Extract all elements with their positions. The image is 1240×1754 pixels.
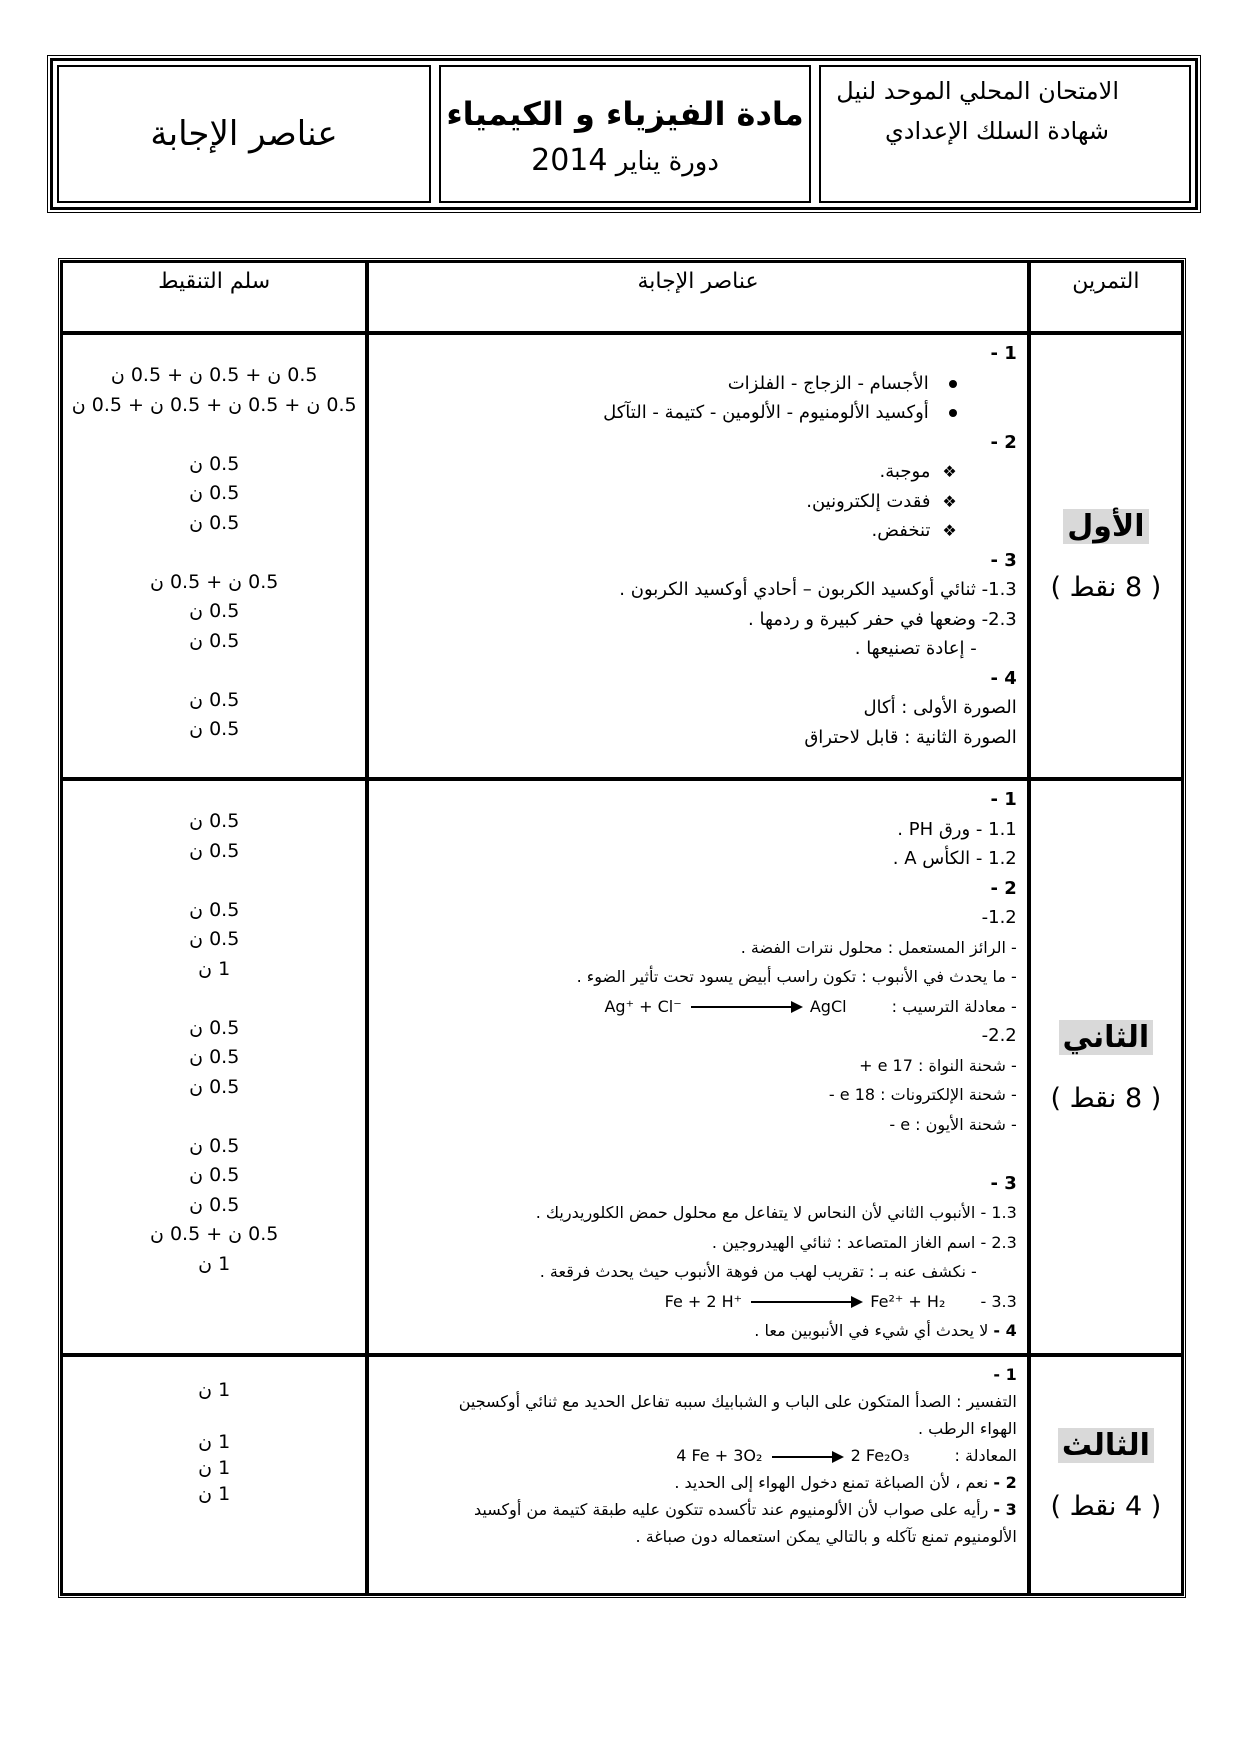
question-label: 2 - bbox=[993, 1473, 1017, 1492]
reaction-arrow-icon bbox=[772, 1456, 842, 1458]
exercise-3-scoring bbox=[61, 1355, 367, 1595]
exercise-2-scoring bbox=[61, 779, 367, 1355]
answer-text: - ما يحدث في الأنبوب : تكون راسب أبيض يسود تحت تأثير الضوء . bbox=[576, 967, 1017, 986]
equation-right: Fe²⁺ + H₂ bbox=[870, 1291, 946, 1311]
answer-text: لا يحدث أي شيء في الأنبوبين معا . bbox=[754, 1321, 989, 1340]
answers-table bbox=[58, 258, 1186, 1598]
equation-line bbox=[379, 1442, 1016, 1469]
header-scoring: سلم التنقيط bbox=[61, 261, 367, 333]
score-value: 0.5 ن bbox=[189, 688, 240, 711]
question-label: 1 - bbox=[990, 789, 1017, 810]
list-item bbox=[379, 398, 1016, 428]
exercise-1-scoring bbox=[61, 333, 367, 779]
exercise-2-points: ( 8 نقط ) bbox=[1050, 1083, 1162, 1114]
list-item bbox=[379, 516, 1016, 546]
score-value: 1 ن bbox=[198, 1431, 231, 1453]
answer-text: - إعادة تصنيعها . bbox=[854, 638, 977, 659]
score-value: 0.5 ن bbox=[189, 718, 240, 740]
table-row bbox=[61, 1355, 1183, 1595]
score-value: 1 ن bbox=[198, 1379, 231, 1401]
reaction-arrow-icon bbox=[691, 1006, 801, 1008]
bullet-icon bbox=[949, 409, 957, 417]
table-header-row bbox=[61, 261, 1183, 333]
equation-line bbox=[379, 1287, 1016, 1317]
acid-metal-equation bbox=[665, 1287, 946, 1317]
answer-text: أوكسيد الألومنيوم - الألومين - كتيمة - التآكل bbox=[603, 402, 929, 423]
exercise-2-name: الثاني bbox=[1059, 1020, 1154, 1055]
table-row bbox=[61, 779, 1183, 1355]
score-value: 0.5 ن bbox=[189, 511, 240, 534]
question-label: 1 - bbox=[990, 343, 1017, 364]
answer-text: 1.3- ثنائي أوكسيد الكربون – أحادي أوكسيد الكربون . bbox=[619, 579, 1017, 600]
answer-line bbox=[379, 1316, 1016, 1346]
answer-text: - شحنة الإلكترونات : 18 e - bbox=[828, 1085, 1017, 1104]
score-value: 0.5 ن bbox=[189, 839, 240, 862]
answer-text: - نكشف عنه بـ : تقريب لهب من فوهة الأنبوب حيث يحدث فرقعة . bbox=[539, 1262, 977, 1281]
exercise-1-cell bbox=[1029, 333, 1183, 779]
score-value: 1 ن bbox=[198, 1252, 231, 1275]
score-value: 0.5 ن bbox=[189, 1046, 240, 1068]
answer-text: - الرائز المستعمل : محلول نترات الفضة . bbox=[740, 937, 1017, 957]
reaction-arrow-icon bbox=[751, 1301, 861, 1303]
session-line bbox=[531, 143, 719, 178]
list-item bbox=[379, 487, 1016, 517]
session-year: 2014 bbox=[531, 142, 608, 178]
score-value: 0.5 ن bbox=[189, 1134, 240, 1157]
equation-right: 2 Fe₂O₃ bbox=[850, 1446, 910, 1465]
score-value: 0.5 ن + 0.5 ن bbox=[149, 1223, 279, 1245]
list-item bbox=[379, 457, 1016, 487]
exam-info-cell bbox=[819, 65, 1191, 203]
exercise-3-cell bbox=[1029, 1355, 1183, 1595]
score-value: 0.5 ن bbox=[189, 898, 240, 921]
score-value: 0.5 ن bbox=[189, 810, 240, 832]
diamond-bullet-icon: ❖ bbox=[942, 521, 957, 540]
equation-number: 3.3 - bbox=[980, 1291, 1017, 1311]
exercise-2-answers bbox=[367, 779, 1028, 1355]
question-label: 1 - bbox=[993, 1365, 1017, 1384]
question-label: 2 - bbox=[990, 431, 1017, 453]
answer-text: 1.2 - الكأس A . bbox=[892, 848, 1017, 869]
header-exercise: التمرين bbox=[1029, 261, 1183, 333]
answer-text: - شحنة الأيون : e - bbox=[889, 1114, 1017, 1134]
session-label: دورة يناير bbox=[615, 146, 719, 177]
score-value: 0.5 ن + 0.5 ن + 0.5 ن + 0.5 ن bbox=[71, 393, 357, 416]
score-value: 0.5 ن + 0.5 ن + 0.5 ن bbox=[110, 364, 318, 386]
question-label: 3 - bbox=[993, 1500, 1017, 1519]
diamond-bullet-icon: ❖ bbox=[942, 491, 957, 511]
score-value: 0.5 ن bbox=[189, 928, 240, 950]
precipitation-equation bbox=[604, 992, 846, 1022]
answer-text: فقدت إلكترونين. bbox=[806, 490, 931, 512]
question-label: 2 - bbox=[990, 877, 1017, 899]
score-value: 1 ن bbox=[198, 1483, 231, 1505]
exam-line-1: الامتحان المحلي الموحد لنيل bbox=[836, 77, 1119, 105]
answer-text: الصورة الأولى : أكال bbox=[863, 697, 1017, 718]
answer-text: 2.2- bbox=[981, 1025, 1017, 1046]
answer-text: - معادلة الترسيب : bbox=[891, 996, 1017, 1016]
answer-text: الأجسام - الزجاج - الفلزات bbox=[727, 372, 929, 394]
score-value: 0.5 ن bbox=[189, 629, 240, 652]
score-value: 0.5 ن bbox=[189, 482, 240, 504]
score-value: 0.5 ن bbox=[189, 600, 240, 622]
score-value: 1 ن bbox=[198, 1457, 231, 1479]
exercise-3-name: الثالث bbox=[1058, 1428, 1154, 1463]
question-label: 3 - bbox=[990, 1172, 1017, 1194]
table-row bbox=[61, 333, 1183, 779]
rust-equation bbox=[676, 1442, 909, 1469]
equation-right: AgCl bbox=[809, 996, 847, 1016]
list-item bbox=[379, 369, 1016, 399]
answer-text: - شحنة النواة : 17 e + bbox=[859, 1055, 1017, 1075]
exam-line-2: شهادة السلك الإعدادي bbox=[885, 117, 1109, 145]
exercise-1-answers bbox=[367, 333, 1028, 779]
answer-text: التفسير : الصدأ المتكون على الباب و الشبابيك سببه تفاعل الحديد مع ثنائي أوكسجين bbox=[458, 1392, 1017, 1411]
exercise-1-name: الأول bbox=[1063, 509, 1148, 544]
answer-text: موجبة. bbox=[879, 461, 931, 482]
answer-text: المعادلة : bbox=[954, 1446, 1017, 1465]
answer-text: الهواء الرطب . bbox=[917, 1419, 1017, 1438]
score-value: 0.5 ن bbox=[189, 1193, 240, 1216]
answer-text: رأيه على صواب لأن الألومنيوم عند تأكسده تتكون عليه طبقة كتيمة من أوكسيد bbox=[474, 1500, 989, 1519]
answer-text: 1.2- bbox=[981, 907, 1017, 928]
equation-left: Ag⁺ + Cl⁻ bbox=[604, 996, 682, 1016]
diamond-bullet-icon: ❖ bbox=[942, 462, 957, 481]
equation-left: Fe + 2 H⁺ bbox=[664, 1291, 743, 1311]
answers-title: عناصر الإجابة bbox=[150, 114, 338, 154]
exercise-3-points: ( 4 نقط ) bbox=[1050, 1491, 1162, 1522]
header-answers: عناصر الإجابة bbox=[367, 261, 1028, 333]
answers-title-cell bbox=[57, 65, 431, 203]
answer-text: 1.1 - ورق PH . bbox=[897, 818, 1017, 840]
question-label: 3 - bbox=[990, 549, 1017, 571]
score-value: 1 ن bbox=[198, 957, 231, 980]
answer-line bbox=[379, 1496, 1016, 1523]
score-value: 0.5 ن bbox=[189, 452, 240, 475]
bullet-icon bbox=[949, 380, 957, 388]
score-value: 0.5 ن + 0.5 ن bbox=[149, 570, 279, 593]
exam-header bbox=[50, 58, 1198, 210]
answer-text: نعم ، لأن الصباغة تمنع دخول الهواء إلى الحديد . bbox=[674, 1473, 989, 1492]
subject-title: مادة الفيزياء و الكيمياء bbox=[446, 94, 804, 133]
answer-text: 2.3- وضعها في حفر كبيرة و ردمها . bbox=[748, 608, 1017, 630]
exercise-2-cell bbox=[1029, 779, 1183, 1355]
answer-text: الصورة الثانية : قابل لاحتراق bbox=[804, 726, 1017, 748]
answer-text: الألومنيوم تمنع تآكله و بالتالي يمكن استعماله دون صباغة . bbox=[635, 1527, 1017, 1546]
score-value: 0.5 ن bbox=[189, 1016, 240, 1039]
question-label: 4 - bbox=[993, 1321, 1017, 1340]
exercise-3-answers bbox=[367, 1355, 1028, 1595]
exercise-1-points: ( 8 نقط ) bbox=[1050, 572, 1162, 603]
score-value: 0.5 ن bbox=[189, 1164, 240, 1186]
answer-text: 2.3 - اسم الغاز المتصاعد : ثنائي الهيدروجين . bbox=[711, 1232, 1017, 1252]
equation-left: 4 Fe + 3O₂ bbox=[676, 1446, 763, 1465]
answer-text: 1.3 - الأنبوب الثاني لأن النحاس لا يتفاعل مع محلول حمض الكلوريدريك . bbox=[535, 1203, 1017, 1222]
score-value: 0.5 ن bbox=[189, 1075, 240, 1098]
equation-line bbox=[379, 992, 1016, 1022]
answer-line bbox=[379, 1469, 1016, 1496]
question-label: 4 - bbox=[990, 667, 1017, 689]
subject-cell bbox=[439, 65, 811, 203]
answer-text: تنخفض. bbox=[871, 520, 931, 541]
